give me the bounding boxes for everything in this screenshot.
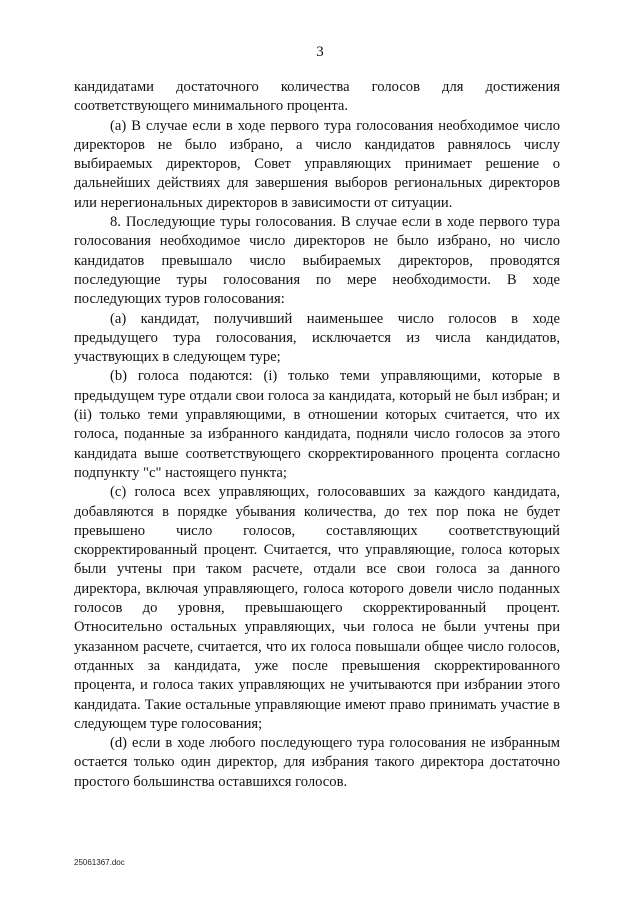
paragraph-8c: (с) голоса всех управляющих, голосовавших за каждого кандидата, добавляются в порядке убывания количества, до тех пор пока не будет превышено число голосов, составляющих соответствующий скорректированный процент. Считается, что управляющие, голоса которых были учтены при таком расчете, отдали все свои голоса за данного директора, включая управляющего, голоса которого довели число поданных голосов до уровня, превышающего скорректированный процент. Относительно остальных управляющих, чьи голоса не были учтены при указанном расчете, считается, что их голоса повышали общее число голосов, отданных за кандидата, уже после превышения скорректированного процента, и голоса таких управляющих не учитываются при избрании этого кандидата. Такие остальные управляющие имеют право принимать участие в следующем туре голосования; (74, 484, 560, 732)
page-number: 3 (316, 44, 324, 60)
paragraph-8: 8. Последующие туры голосования. В случае если в ходе первого тура голосования необходимое число директоров не было избрано, но число кандидатов превышало число выбираемых директоров, проводятся последующие туры голосования по мере необходимости. В ходе последующих туров голосования: (74, 214, 560, 308)
paragraph-8d: (d) если в ходе любого последующего тура голосования не избранным остается только один директор, для избрания такого директора достаточно простого большинства оставшихся голосов. (74, 735, 560, 790)
paragraph-7a: (а) В случае если в ходе первого тура голосования необходимое число директоров не было избрано, а число кандидатов равнялось числу выбираемых директоров, Совет управляющих принимает решение о дальнейших действиях для завершения выборов региональных директоров или нерегиональных директоров в зависимости от ситуации. (74, 117, 560, 211)
paragraph-continuation: кандидатами достаточного количества голосов для достижения соответствующего минимального процента. (74, 79, 560, 115)
paragraph-8a: (а) кандидат, получивший наименьшее число голосов в ходе предыдущего тура голосования, исключается из числа кандидатов, участвующих в следующем туре; (74, 310, 560, 366)
document-body (74, 78, 560, 792)
file-footer: 25061367.doc (74, 858, 125, 867)
paragraph-8b: (b) голоса подаются: (i) только теми управляющими, которые в предыдущем туре отдали свои голоса за кандидата, который не был избран; и (ii) только теми управляющими, в отношении которых считается, что их голоса, поданные за избранного кандидата, подняли число голосов за этого кандидата выше соответствующего скорректированного процента согласно подпункту "с" настоящего пункта; (74, 368, 560, 481)
